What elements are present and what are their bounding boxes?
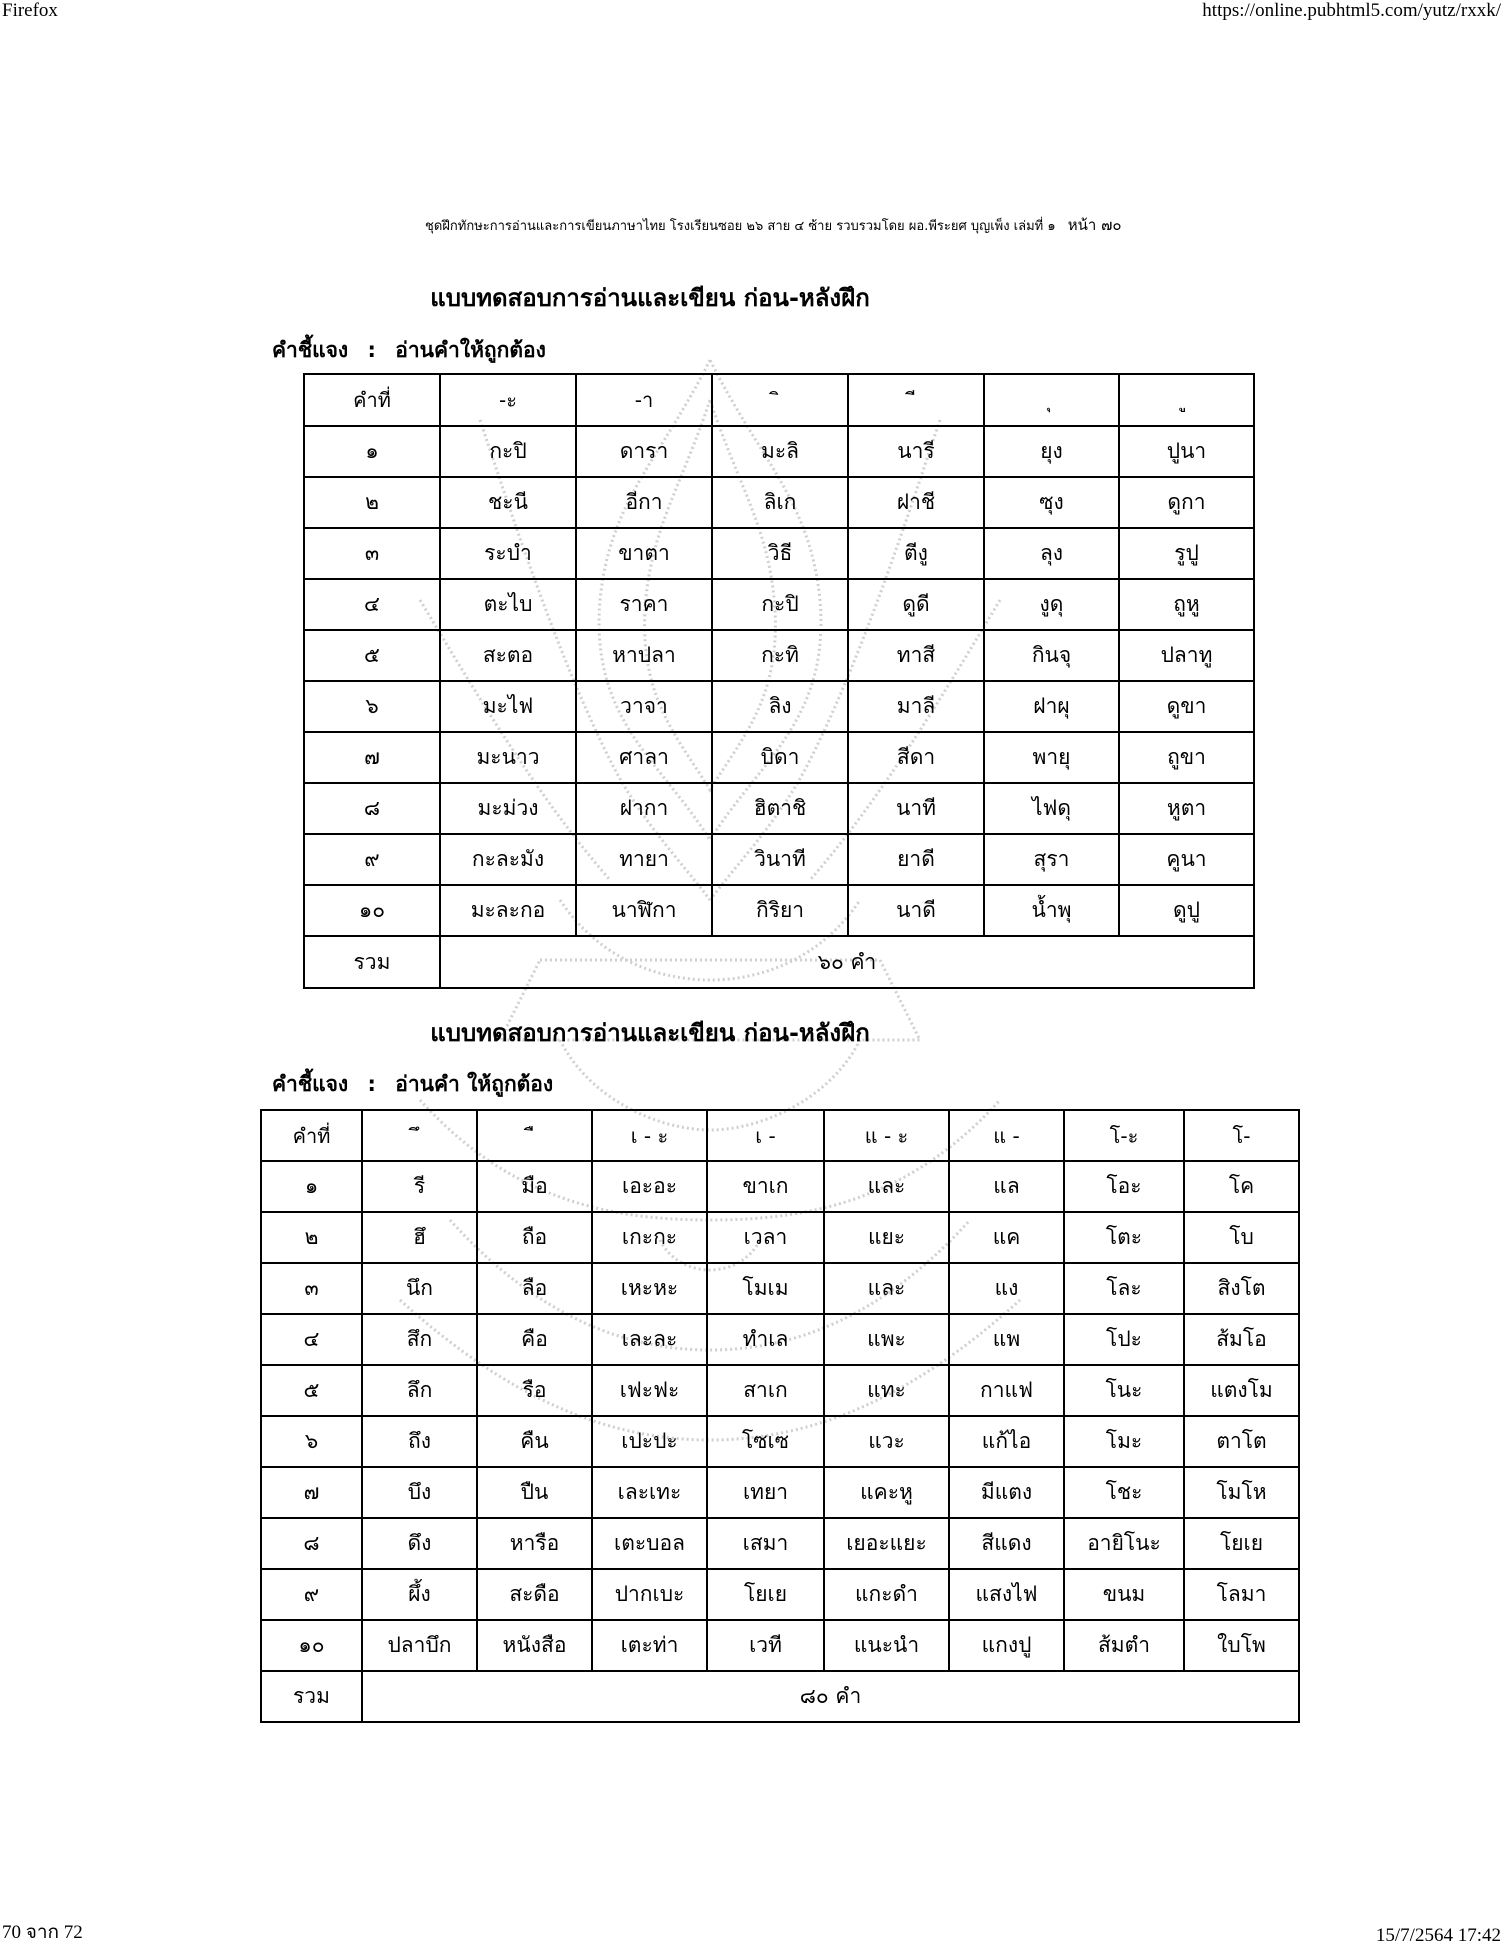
test1-word-cell: ลิง xyxy=(712,681,848,732)
test1-header-row xyxy=(304,374,1254,426)
test1-total-row xyxy=(304,936,1254,988)
test1-word-cell: หาปลา xyxy=(576,630,712,681)
test2-word-cell: แสงไฟ xyxy=(949,1569,1064,1620)
test1-word-cell: วาจา xyxy=(576,681,712,732)
test1-word-cell: นาฬิกา xyxy=(576,885,712,936)
test1-word-cell: ไฟดุ xyxy=(984,783,1119,834)
test2-word-number: ๔ xyxy=(261,1314,362,1365)
test1-word-cell: นาดี xyxy=(848,885,984,936)
test1-header-cell: คำที่ xyxy=(304,374,440,426)
test2-word-number: ๖ xyxy=(261,1416,362,1467)
test1-word-cell: สุรา xyxy=(984,834,1119,885)
test1-header-cell: -า xyxy=(576,374,712,426)
test1-header-cell xyxy=(712,374,848,426)
test1-word-cell: ปูนา xyxy=(1119,426,1254,477)
test1-word-cell: ชะนี xyxy=(440,477,576,528)
test1-word-cell: มะม่วง xyxy=(440,783,576,834)
test1-word-cell: พายุ xyxy=(984,732,1119,783)
test2-word-cell: ดึง xyxy=(362,1518,477,1569)
test2-word-cell: เปะปะ xyxy=(592,1416,707,1467)
test2-word-cell: ส้มโอ xyxy=(1184,1314,1299,1365)
test1-total-value: ๖๐ คำ xyxy=(440,936,1254,988)
test2-word-cell: แยะ xyxy=(824,1212,949,1263)
test1-word-cell: กะทิ xyxy=(712,630,848,681)
test1-word-number: ๕ xyxy=(304,630,440,681)
test2-word-cell: นึก xyxy=(362,1263,477,1314)
print-datetime: 15/7/2564 17:42 xyxy=(1375,1925,1501,1946)
test1-word-cell: น้ำพุ xyxy=(984,885,1119,936)
test2-word-cell: ขนม xyxy=(1064,1569,1184,1620)
test1-word-cell: นารี xyxy=(848,426,984,477)
test1-word-cell: ซุง xyxy=(984,477,1119,528)
page-counter: 70 จาก 72 xyxy=(2,1922,83,1943)
test2-word-number: ๘ xyxy=(261,1518,362,1569)
test2-word-cell: โอะ xyxy=(1064,1161,1184,1212)
test1-word-cell: หูตา xyxy=(1119,783,1254,834)
test1-word-cell: ขาตา xyxy=(576,528,712,579)
test1-table-row xyxy=(304,885,1254,936)
test2-header-cell: โ- xyxy=(1184,1110,1299,1161)
test2-instruction-separator: : xyxy=(367,1072,376,1096)
test1-word-cell: ถูขา xyxy=(1119,732,1254,783)
test2-header-cell xyxy=(477,1110,592,1161)
test2-table xyxy=(260,1109,1300,1723)
test2-header-cell: แ - ะ xyxy=(824,1110,949,1161)
document-header xyxy=(425,213,1122,237)
test2-word-cell: สิงโต xyxy=(1184,1263,1299,1314)
test2-word-cell: เกะกะ xyxy=(592,1212,707,1263)
test2-word-number: ๑ xyxy=(261,1161,362,1212)
test2-word-cell: แพะ xyxy=(824,1314,949,1365)
test2-table-row xyxy=(261,1620,1299,1671)
test2-word-cell: เวที xyxy=(707,1620,824,1671)
test1-word-cell: มะลิ xyxy=(712,426,848,477)
test2-word-cell: ส้มตำ xyxy=(1064,1620,1184,1671)
test2-word-cell: เละเทะ xyxy=(592,1467,707,1518)
test2-word-cell: สึก xyxy=(362,1314,477,1365)
test1-word-cell: มะนาว xyxy=(440,732,576,783)
test1-word-cell: นาที xyxy=(848,783,984,834)
test2-header-cell: คำที่ xyxy=(261,1110,362,1161)
test1-word-number: ๔ xyxy=(304,579,440,630)
test2-word-cell: ขาเก xyxy=(707,1161,824,1212)
test2-word-cell: เยอะแยะ xyxy=(824,1518,949,1569)
test2-word-cell: ปลาบึก xyxy=(362,1620,477,1671)
test1-word-cell: ตีงู xyxy=(848,528,984,579)
test1-word-cell: มะละกอ xyxy=(440,885,576,936)
test2-table-row xyxy=(261,1314,1299,1365)
test1-instruction xyxy=(272,334,546,367)
test2-word-cell: มีแตง xyxy=(949,1467,1064,1518)
test2-word-cell: โมะ xyxy=(1064,1416,1184,1467)
test1-table-row xyxy=(304,783,1254,834)
test2-word-cell: ใบโพ xyxy=(1184,1620,1299,1671)
test1-word-cell: ฝาชี xyxy=(848,477,984,528)
test2-word-cell: ตาโต xyxy=(1184,1416,1299,1467)
test1-word-cell: มะไฟ xyxy=(440,681,576,732)
test1-table-row xyxy=(304,579,1254,630)
test2-word-cell: แค xyxy=(949,1212,1064,1263)
test1-word-cell: ดูปู xyxy=(1119,885,1254,936)
test1-word-cell: กิริยา xyxy=(712,885,848,936)
test2-total-row xyxy=(261,1671,1299,1722)
test2-table-row xyxy=(261,1212,1299,1263)
test1-word-cell: ระบำ xyxy=(440,528,576,579)
test1-word-cell: กะปิ xyxy=(440,426,576,477)
test1-word-cell: งูดุ xyxy=(984,579,1119,630)
test1-word-cell: ถูหู xyxy=(1119,579,1254,630)
test1-word-number: ๓ xyxy=(304,528,440,579)
test2-header-cell: เ - xyxy=(707,1110,824,1161)
test2-table-row xyxy=(261,1365,1299,1416)
test1-word-number: ๑ xyxy=(304,426,440,477)
test2-instruction xyxy=(272,1068,553,1101)
test1-word-cell: ฝาผุ xyxy=(984,681,1119,732)
test2-word-cell: และ xyxy=(824,1263,949,1314)
test2-title: แบบทดสอบการอ่านและเขียน ก่อน-หลังฝึก xyxy=(430,1019,870,1047)
test2-word-cell: และ xyxy=(824,1161,949,1212)
test2-word-cell: แนะนำ xyxy=(824,1620,949,1671)
test2-word-cell: โบ xyxy=(1184,1212,1299,1263)
test1-title: แบบทดสอบการอ่านและเขียน ก่อน-หลังฝึก xyxy=(430,284,870,312)
test1-word-cell: วิธี xyxy=(712,528,848,579)
test2-word-cell: ถึง xyxy=(362,1416,477,1467)
test1-word-cell: กะปิ xyxy=(712,579,848,630)
test1-instruction-separator: : xyxy=(367,338,376,362)
test2-word-cell: หารือ xyxy=(477,1518,592,1569)
test2-header-cell: เ - ะ xyxy=(592,1110,707,1161)
test2-word-number: ๑๐ xyxy=(261,1620,362,1671)
test2-instruction-text: อ่านคำ ให้ถูกต้อง xyxy=(395,1072,554,1096)
test1-word-number: ๖ xyxy=(304,681,440,732)
test1-total-label: รวม xyxy=(304,936,440,988)
test2-header-cell: โ-ะ xyxy=(1064,1110,1184,1161)
test2-header-cell: แ - xyxy=(949,1110,1064,1161)
test2-word-cell: โมเม xyxy=(707,1263,824,1314)
test2-word-cell: เสมา xyxy=(707,1518,824,1569)
test2-word-cell: แกะดำ xyxy=(824,1569,949,1620)
test1-word-cell: ศาลา xyxy=(576,732,712,783)
test2-word-cell: แก้ไอ xyxy=(949,1416,1064,1467)
test2-word-cell: ฮึ xyxy=(362,1212,477,1263)
browser-app-name: Firefox xyxy=(2,0,58,21)
test1-instruction-label: คำชี้แจง xyxy=(272,338,349,362)
test1-table-row xyxy=(304,528,1254,579)
test1-word-cell: ดูกา xyxy=(1119,477,1254,528)
test1-word-cell: ทาสี xyxy=(848,630,984,681)
test2-header-row xyxy=(261,1110,1299,1161)
test2-word-cell: มือ xyxy=(477,1161,592,1212)
test1-word-number: ๒ xyxy=(304,477,440,528)
test2-word-cell: เตะบอล xyxy=(592,1518,707,1569)
test1-word-cell: ดูขา xyxy=(1119,681,1254,732)
test2-word-cell: เฟะฟะ xyxy=(592,1365,707,1416)
test1-table xyxy=(303,373,1255,989)
test2-header-cell xyxy=(362,1110,477,1161)
test2-word-cell: แตงโม xyxy=(1184,1365,1299,1416)
test1-word-cell: ตะไบ xyxy=(440,579,576,630)
test1-header-cell xyxy=(984,374,1119,426)
test2-table-row xyxy=(261,1518,1299,1569)
test2-table-row xyxy=(261,1467,1299,1518)
test1-header-cell: -ะ xyxy=(440,374,576,426)
test2-word-cell: คืน xyxy=(477,1416,592,1467)
test2-word-cell: โปะ xyxy=(1064,1314,1184,1365)
test1-table-row xyxy=(304,477,1254,528)
test1-word-cell: ราคา xyxy=(576,579,712,630)
test1-word-cell: รูปู xyxy=(1119,528,1254,579)
test1-table-row xyxy=(304,732,1254,783)
test1-word-number: ๘ xyxy=(304,783,440,834)
test1-word-cell: ดารา xyxy=(576,426,712,477)
test2-word-cell: เตะท่า xyxy=(592,1620,707,1671)
test2-word-cell: โชะ xyxy=(1064,1467,1184,1518)
test1-word-cell: ดูดี xyxy=(848,579,984,630)
test2-word-cell: บึง xyxy=(362,1467,477,1518)
test2-word-cell: โค xyxy=(1184,1161,1299,1212)
test2-table-row xyxy=(261,1263,1299,1314)
test2-word-cell: แง xyxy=(949,1263,1064,1314)
test1-table-row xyxy=(304,834,1254,885)
test1-header-cell xyxy=(1119,374,1254,426)
test1-word-cell: ลุง xyxy=(984,528,1119,579)
test1-word-cell: กะละมัง xyxy=(440,834,576,885)
test1-word-cell: สะตอ xyxy=(440,630,576,681)
test2-word-number: ๗ xyxy=(261,1467,362,1518)
test1-word-cell: มาลี xyxy=(848,681,984,732)
test1-word-cell: บิดา xyxy=(712,732,848,783)
test2-word-cell: สีแดง xyxy=(949,1518,1064,1569)
document-header-text: ชุดฝึกทักษะการอ่านและการเขียนภาษาไทย โรงเรียนซอย ๒๖ สาย ๔ ซ้าย รวบรวมโดย ผอ.พีระยศ บุญเพ็ง เล่มที่ ๑ xyxy=(425,219,1056,234)
test2-word-number: ๓ xyxy=(261,1263,362,1314)
test2-word-cell: ทำเล xyxy=(707,1314,824,1365)
test2-instruction-label: คำชี้แจง xyxy=(272,1072,349,1096)
test2-total-label: รวม xyxy=(261,1671,362,1722)
test2-word-cell: ปากเบะ xyxy=(592,1569,707,1620)
page-url[interactable]: https://online.pubhtml5.com/yutz/rxxk/ xyxy=(1202,0,1501,21)
test2-word-cell: ผึ้ง xyxy=(362,1569,477,1620)
test2-table-row xyxy=(261,1161,1299,1212)
test1-word-cell: ยุง xyxy=(984,426,1119,477)
test2-word-cell: แกงปู xyxy=(949,1620,1064,1671)
test1-word-cell: ทายา xyxy=(576,834,712,885)
test2-word-cell: ปืน xyxy=(477,1467,592,1518)
test2-word-cell: เวลา xyxy=(707,1212,824,1263)
test2-word-cell: เหะหะ xyxy=(592,1263,707,1314)
test1-word-cell: ฝากา xyxy=(576,783,712,834)
test2-word-cell: โละ xyxy=(1064,1263,1184,1314)
test2-word-number: ๙ xyxy=(261,1569,362,1620)
test2-word-cell: แคะหู xyxy=(824,1467,949,1518)
test2-table-row xyxy=(261,1416,1299,1467)
test1-header-cell xyxy=(848,374,984,426)
test2-word-cell: อายิโนะ xyxy=(1064,1518,1184,1569)
test1-word-number: ๑๐ xyxy=(304,885,440,936)
test1-word-cell: คูนา xyxy=(1119,834,1254,885)
test1-word-cell: อีกา xyxy=(576,477,712,528)
test2-word-number: ๕ xyxy=(261,1365,362,1416)
test1-word-number: ๙ xyxy=(304,834,440,885)
test1-table-row xyxy=(304,681,1254,732)
test1-word-cell: ปลาทู xyxy=(1119,630,1254,681)
test2-word-cell: แทะ xyxy=(824,1365,949,1416)
test2-word-cell: เทยา xyxy=(707,1467,824,1518)
test2-word-cell: รี xyxy=(362,1161,477,1212)
test2-word-cell: กาแฟ xyxy=(949,1365,1064,1416)
test2-word-cell: โนะ xyxy=(1064,1365,1184,1416)
test2-word-cell: รือ xyxy=(477,1365,592,1416)
test2-word-cell: ถือ xyxy=(477,1212,592,1263)
test2-word-cell: เละละ xyxy=(592,1314,707,1365)
test2-word-cell: เอะอะ xyxy=(592,1161,707,1212)
test2-table-row xyxy=(261,1569,1299,1620)
test2-word-cell: ลึก xyxy=(362,1365,477,1416)
test2-word-cell: แล xyxy=(949,1161,1064,1212)
test2-word-cell: โยเย xyxy=(707,1569,824,1620)
test1-word-cell: ลิเก xyxy=(712,477,848,528)
test2-word-number: ๒ xyxy=(261,1212,362,1263)
test2-word-cell: โมโห xyxy=(1184,1467,1299,1518)
test2-word-cell: แพ xyxy=(949,1314,1064,1365)
test1-instruction-text: อ่านคำให้ถูกต้อง xyxy=(395,338,546,362)
test1-word-number: ๗ xyxy=(304,732,440,783)
test2-word-cell: หนังสือ xyxy=(477,1620,592,1671)
test1-word-cell: กินจุ xyxy=(984,630,1119,681)
test1-word-cell: ยาดี xyxy=(848,834,984,885)
test1-table-row xyxy=(304,630,1254,681)
test2-word-cell: ลือ xyxy=(477,1263,592,1314)
test2-word-cell: คือ xyxy=(477,1314,592,1365)
test1-word-cell: ฮิตาชิ xyxy=(712,783,848,834)
document-page-number: หน้า ๗๐ xyxy=(1067,216,1122,234)
test2-word-cell: โซเซ xyxy=(707,1416,824,1467)
test2-word-cell: โตะ xyxy=(1064,1212,1184,1263)
test2-total-value: ๘๐ คำ xyxy=(362,1671,1299,1722)
test2-word-cell: สาเก xyxy=(707,1365,824,1416)
test1-word-cell: วินาที xyxy=(712,834,848,885)
test2-word-cell: สะดือ xyxy=(477,1569,592,1620)
test2-word-cell: แวะ xyxy=(824,1416,949,1467)
test1-table-row xyxy=(304,426,1254,477)
test2-word-cell: โลมา xyxy=(1184,1569,1299,1620)
test2-word-cell: โยเย xyxy=(1184,1518,1299,1569)
test1-word-cell: สีดา xyxy=(848,732,984,783)
